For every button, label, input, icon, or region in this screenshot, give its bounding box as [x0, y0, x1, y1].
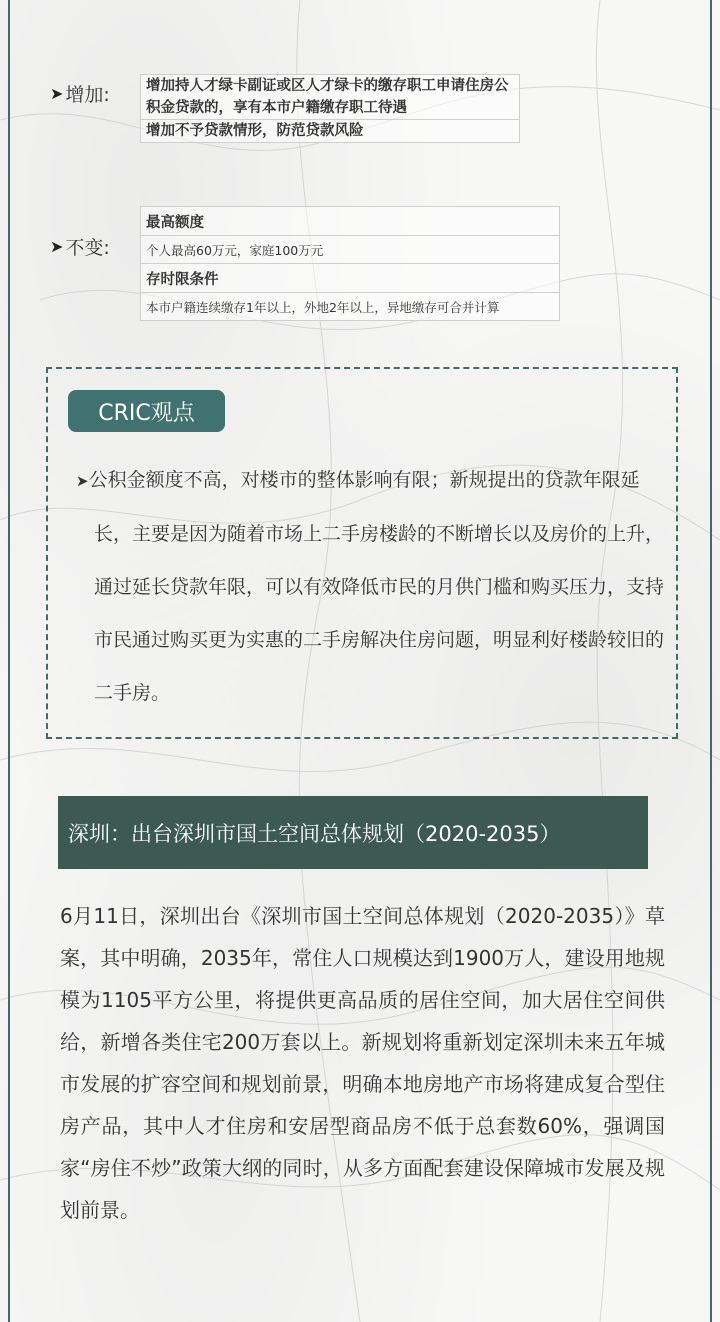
section-title: 深圳：出台深圳市国土空间总体规划（2020-2035）: [68, 821, 561, 846]
arrow-right-icon: ➤: [76, 472, 89, 490]
increase-label-row: [50, 80, 110, 107]
increase-label: 增加:: [65, 84, 110, 106]
frame-left-line: [8, 0, 10, 1322]
unchanged-label: 不变:: [65, 237, 110, 259]
body-paragraph: 6月11日，深圳出台《深圳市国土空间总体规划（2020-2035）》草案，其中明确，2035年，常住人口规模达到1900万人，建设用地规模为1105平方公里，将提供更高品质的居住空间，加大居住空间供给，新增各类住宅200万套以上。新规划将重新划定深圳未来五年城市发展的扩容空间和规划前景，明确本地房地产市场将建成复合型住房产品，其中人才住房和安居型商品房不低于总套数60%，强调国家“房住不炒”政策大纲的同时，从多方面配套建设保障城市发展及规划前景。: [60, 904, 665, 1222]
max-amount-heading: 最高额度: [141, 207, 560, 236]
cric-viewpoint-box: [46, 367, 678, 739]
deposit-period-value: 本市户籍连续缴存1年以上，外地2年以上，异地缴存可合并计算: [141, 293, 560, 321]
increase-row-1: 增加持人才绿卡副证或区人才绿卡的缴存职工申请住房公积金贷款的，享有本市户籍缴存职工待遇: [141, 75, 520, 120]
arrow-right-icon: ➤: [50, 237, 64, 256]
cric-viewpoint-text: [76, 454, 672, 720]
unchanged-table: [140, 206, 560, 321]
unchanged-label-row: [50, 233, 110, 260]
frame-right-line: [710, 0, 712, 1322]
cric-viewpoint-tag: CRIC观点: [68, 390, 225, 432]
deposit-period-heading: 存时限条件: [141, 264, 560, 293]
section-heading-bar: [58, 796, 648, 869]
arrow-right-icon: ➤: [50, 84, 64, 103]
max-amount-value: 个人最高60万元，家庭100万元: [141, 236, 560, 264]
increase-row-2: 增加不予贷款情形，防范贷款风险: [141, 120, 520, 143]
increase-table: [140, 74, 520, 143]
cric-viewpoint-paragraph: 公积金额度不高，对楼市的整体影响有限；新规提出的贷款年限延长，主要是因为随着市场上二手房楼龄的不断增长以及房价的上升，通过延长贷款年限，可以有效降低市民的月供门槛和购买压力，支持市民通过购买更为实惠的二手房解决住房问题，明显利好楼龄较旧的二手房。: [88, 469, 665, 704]
